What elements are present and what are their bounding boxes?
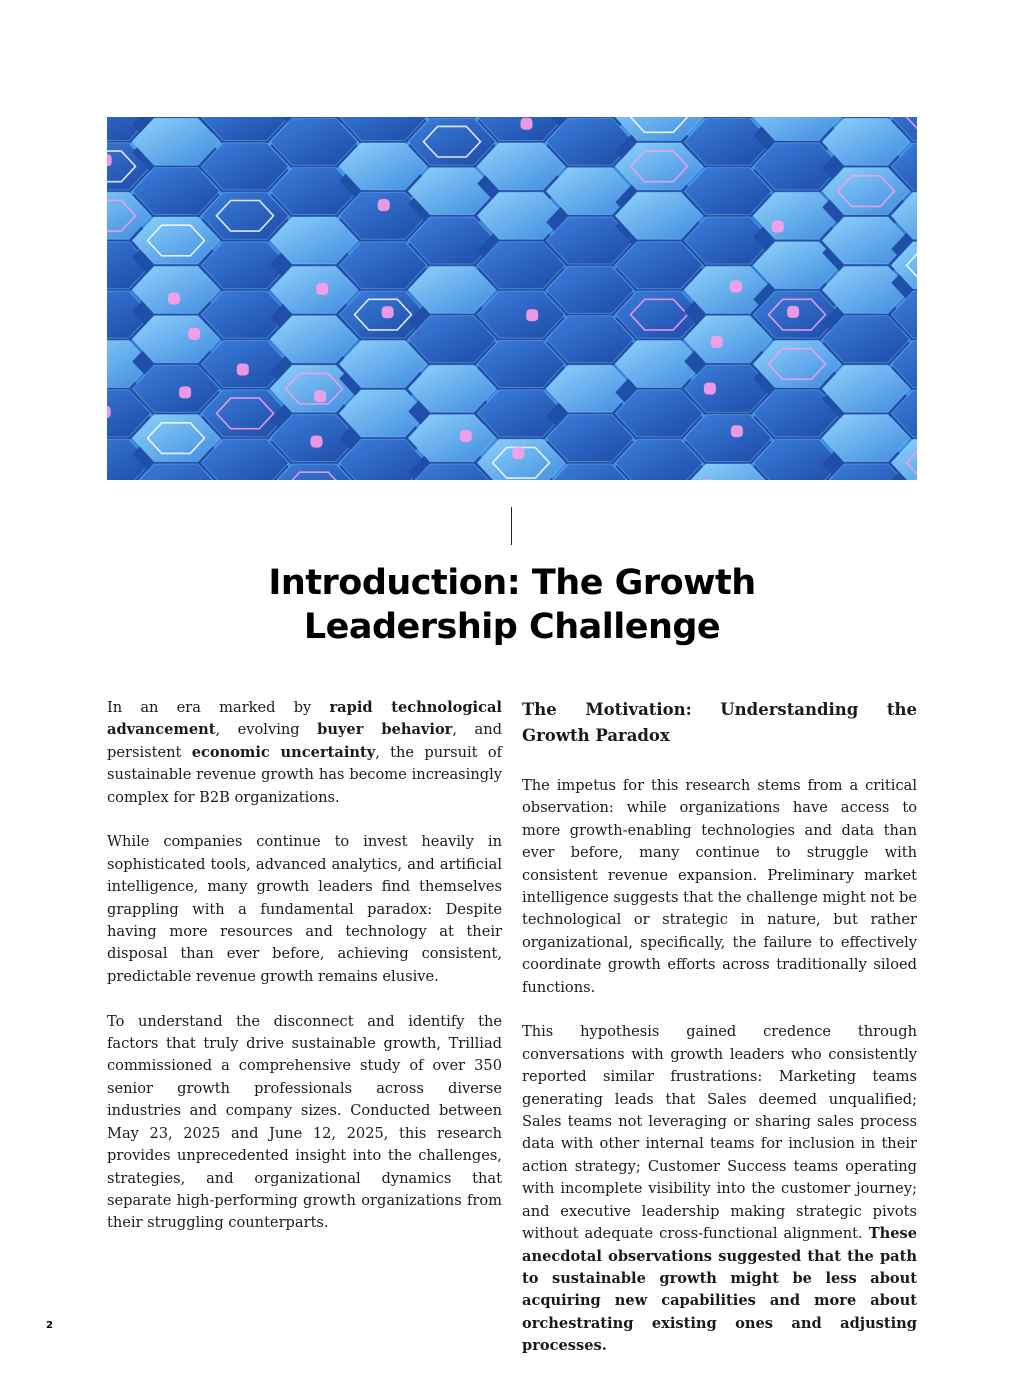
pink-node (314, 390, 326, 402)
pink-node (521, 118, 533, 130)
hypothesis-paragraph (522, 1021, 917, 1357)
hexagon-tech-image (107, 117, 917, 480)
pink-node (772, 221, 784, 233)
study-paragraph: To understand the disconnect and identify the factors that truly drive sustainable growth, Trilliad commissioned a comprehensive study of over 350 senior growth professionals across diverse industries and company sizes. Conducted between May 23, 2025 and June 12, 2025, this research provides unprecedented insight into the challenges, strategies, and organizational dynamics that separate high-performing growth organizations from their struggling counterparts. (107, 1012, 502, 1232)
pink-node (382, 306, 394, 318)
text-run: , and persistent (107, 721, 502, 761)
title-line-1: Introduction: The Growth (268, 563, 756, 603)
text-run: In an era marked by (107, 699, 330, 716)
pink-node (460, 430, 472, 442)
pink-node (316, 283, 328, 295)
emphasis-text: These anecdotal observations suggested that the path to sustainable growth might be less about acquiring new capabilities and more about orchestrating existing ones and adjusting processes. (522, 1225, 917, 1355)
right-column (522, 697, 917, 1380)
emphasis-text: economic uncertainty (191, 743, 376, 761)
hero-image (107, 117, 917, 480)
pink-node (237, 364, 249, 376)
text-run: This hypothesis gained credence through conversations with growth leaders who consistently reported similar frustrations: Marketing teams generating leads that Sales deemed unqualified; Sales teams not leveraging or sharing sales process data with other internal teams for inclusion in their action strategy; Customer Success teams operating with incomplete visibility into the customer journey; and executive leadership making strategic pivots without adequate cross-functional alignment. (522, 1023, 917, 1243)
emphasis-text: buyer behavior (317, 721, 453, 739)
page-number: 2 (46, 1320, 53, 1331)
text-run: , evolving (215, 721, 318, 739)
pink-node (107, 154, 112, 166)
intro-paragraph (107, 697, 502, 809)
pink-node (311, 436, 323, 448)
emphasis-text: rapid technological advancement (107, 699, 502, 739)
pink-node (378, 199, 390, 211)
title-line-2: Leadership Challenge (303, 607, 721, 647)
pink-node (711, 336, 723, 348)
text-run: , the pursuit of sustainable revenue growth has become increasingly complex for B2B organizations. (107, 743, 503, 806)
pink-node (787, 306, 799, 318)
paradox-paragraph: While companies continue to invest heavily in sophisticated tools, advanced analytics, and artificial intelligence, many growth leaders find themselves grappling with a fundamental paradox: Despite having more resources and technology at their disposal than ever before, achieving consistent, predictable revenue growth remains elusive. (107, 833, 502, 985)
pink-node (512, 447, 524, 459)
pink-node (188, 328, 200, 340)
pink-node (730, 281, 742, 293)
title-divider (511, 507, 512, 545)
impetus-paragraph: The impetus for this research stems from a critical observation: while organizations have access to more growth-enabling technologies and data than ever before, many continue to struggle with consistent revenue expansion. Preliminary market intelligence suggests that the challenge might not be technological or strategic in nature, but rather organizational, specifically, the failure to effectively coordinate growth efforts across traditionally siloed functions. (522, 777, 917, 996)
pink-node (168, 293, 180, 305)
pink-node (179, 386, 191, 398)
pink-node (731, 425, 743, 437)
pink-node (526, 309, 538, 321)
left-column (107, 697, 502, 1257)
page-title (150, 561, 874, 649)
pink-node (704, 383, 716, 395)
section-heading: The Motivation: Understanding the Growth Paradox (522, 700, 917, 745)
